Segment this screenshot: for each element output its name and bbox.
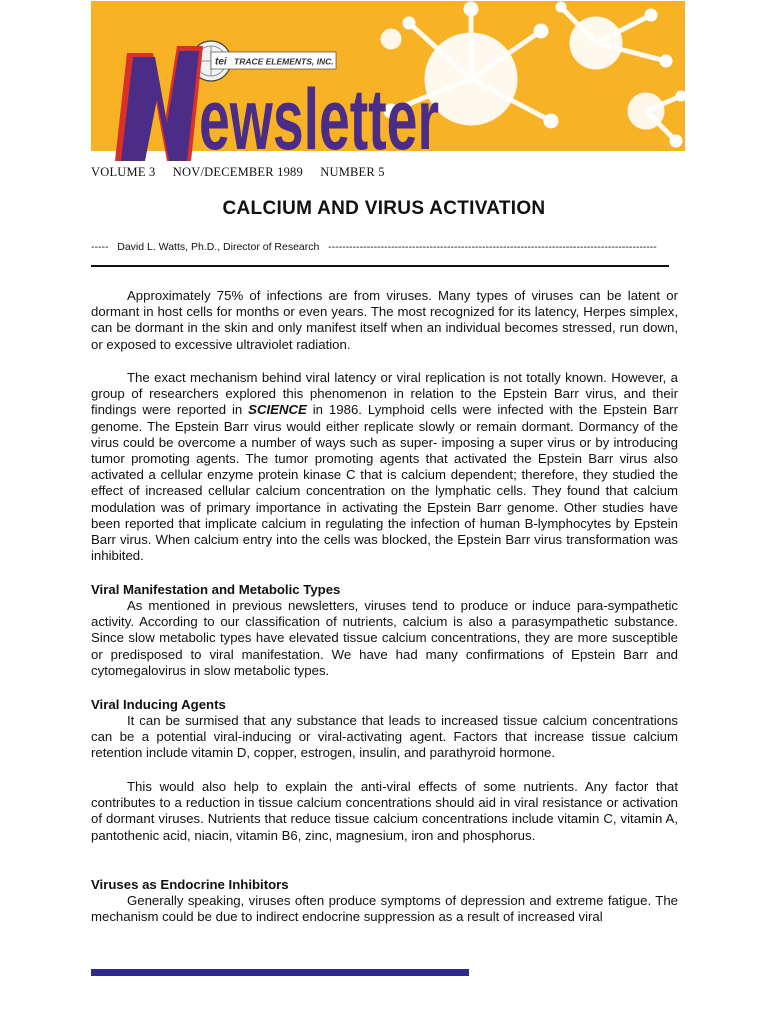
title-divider <box>91 265 669 267</box>
issue-date: NOV/DECEMBER 1989 <box>172 165 303 179</box>
paragraph-anti-viral-text: This would also help to explain the anti-viral effects of some nutrients. Any factor that contributes to a reduction in tissue calcium concentrations should aid in viral resistance or activation of dormant viruses. Nutrients that reduce tissue calcium concentrations include vitamin C, vitamin A, pantothenic acid, niacin, vitamin B6, zinc, magnesium, iron and phosphorus. <box>91 779 678 843</box>
paragraph-inducing-agents <box>91 713 678 762</box>
byline-suffix: ---------------------------------------------------------------------------------------------- <box>328 241 657 253</box>
paragraph-endocrine-text: Generally speaking, viruses often produce symptoms of depression and extreme fatigue. The mechanism could be due to indirect endocrine suppression as a result of increased viral <box>91 893 678 925</box>
byline-prefix: ----- <box>91 241 109 253</box>
paragraph-inducing-agents-text: It can be surmised that any substance that leads to increased tissue calcium concentrations can be a potential viral-inducing or viral-activating agent. Factors that increase tissue calcium retention include vitamin D, copper, estrogen, insulin, and parathyroid hormone. <box>91 713 678 761</box>
newsletter-wordmark: ewsletter <box>199 72 439 165</box>
newsletter-banner <box>91 1 685 165</box>
footer-bar <box>91 969 469 976</box>
paragraph-anti-viral <box>91 779 678 844</box>
article-title: CALCIUM AND VIRUS ACTIVATION <box>222 198 546 219</box>
logo-text: tei <box>215 56 227 68</box>
author: David L. Watts, Ph.D., Director of Research <box>117 241 320 253</box>
section-heading-endocrine: Viruses as Endocrine Inhibitors <box>91 877 289 892</box>
paragraph-endocrine <box>91 893 678 925</box>
science-journal-name: SCIENCE <box>248 402 307 418</box>
paragraph-intro-text: Approximately 75% of infections are from viruses. Many types of viruses can be latent or dormant in host cells for months or even years. The most recognized for its latency, Herpes simplex, can be dormant in the skin and only manifest itself when an individual becomes stressed, run down, or exposed to excessive ultraviolet radiation. <box>91 288 678 352</box>
paragraph-mechanism <box>91 370 678 564</box>
issue-info <box>91 165 691 180</box>
byline <box>91 241 677 253</box>
section-heading-metabolic-types: Viral Manifestation and Metabolic Types <box>91 582 341 597</box>
issue-number: NUMBER 5 <box>320 165 385 179</box>
paragraph-mechanism-text-a: The exact mechanism behind viral latency or viral replication is not totally known. However, a group of researchers explored this phenomenon in relation to the Epstein Barr virus, and their findings were reported in <box>91 370 678 418</box>
company-name: TRACE ELEMENTS, INC. <box>234 56 334 67</box>
paragraph-metabolic-types-text: As mentioned in previous newsletters, viruses tend to produce or induce para-sympathetic activity. According to our classification of nutrients, calcium is also a parasympathetic substance. Since slow metabolic types have elevated tissue calcium concentrations, they are more susceptible or predisposed to viral manifestation. We have had many confirmations of Epstein Barr and cytomegalovirus in slow metabolic types. <box>91 598 678 678</box>
paragraph-metabolic-types <box>91 598 678 679</box>
virus-banner-graphic <box>91 1 685 165</box>
section-heading-inducing-agents: Viral Inducing Agents <box>91 697 226 712</box>
paragraph-intro <box>91 288 678 353</box>
paragraph-mechanism-text-b: in 1986. Lymphoid cells were infected with the Epstein Barr genome. The Epstein Barr virus would either replicate slowly or remain dormant. Dormancy of the virus could be overcome a number of ways such as super- imposing a super virus or by introducing tumor promoting agents. The tumor promoting agents that activated the Epstein Barr virus also activated a cellular enzyme protein kinase C that is calcium dependent; therefore, they studied the effect of increased cellular calcium concentration on the lymphatic cells. They found that calcium modulation was of primary importance in activating the Epstein Barr genome. Other studies have been reported that implicate calcium in regulating the infection of human B-lymphocytes by Epstein Barr virus. When calcium entry into the cells was blocked, the Epstein Barr virus transformation was inhibited. <box>91 402 678 564</box>
volume-number: VOLUME 3 <box>91 165 156 179</box>
